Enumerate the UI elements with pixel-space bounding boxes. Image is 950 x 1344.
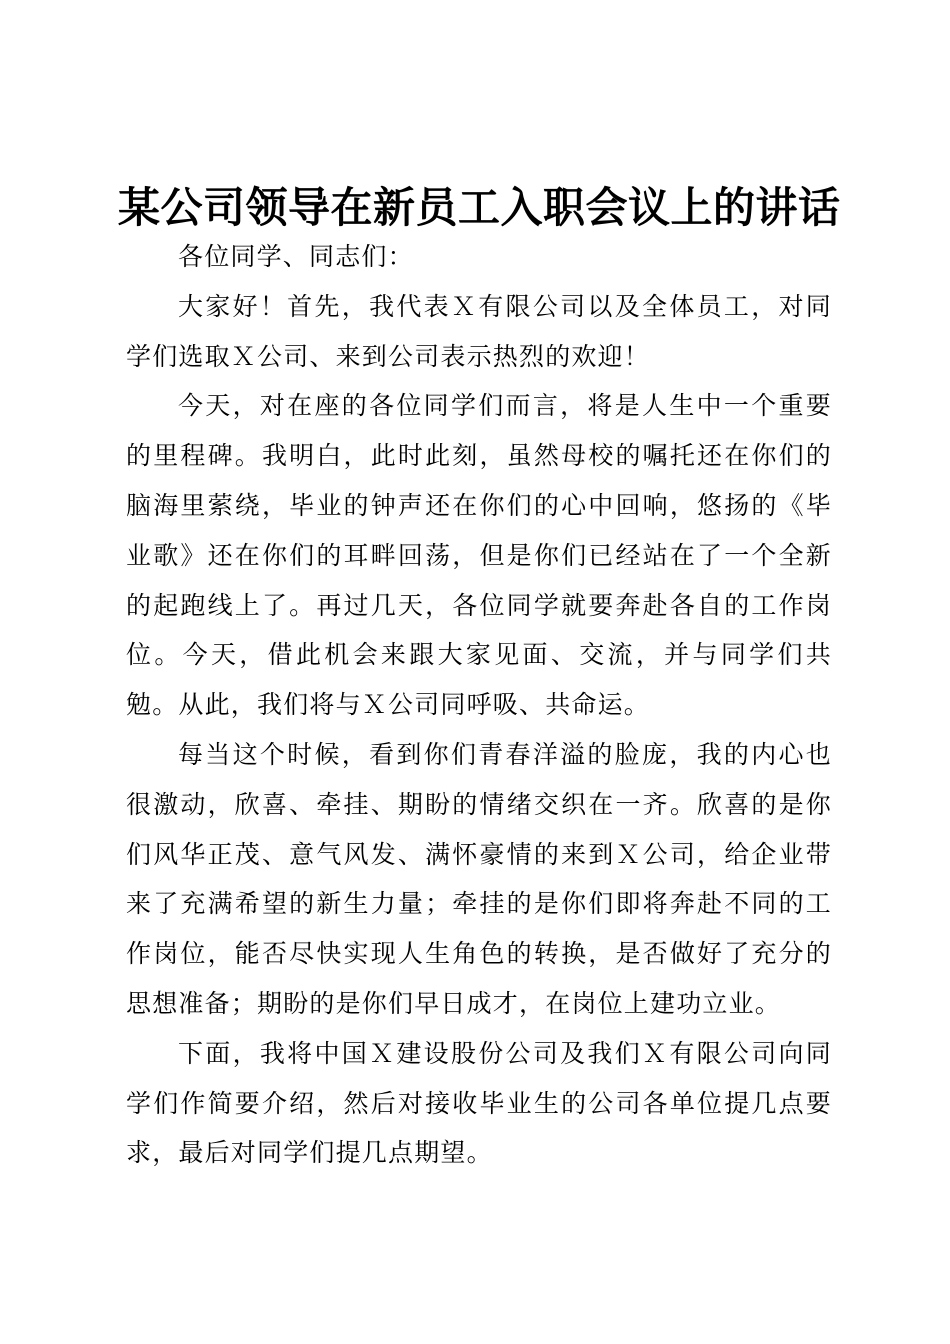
document-title: 某公司领导在新员工入职会议上的讲话 (118, 183, 841, 232)
paragraph: 今天，对在座的各位同学们而言，将是人生中一个重要的里程碑。我明白，此时此刻，虽然母校的嘱托还在你们的脑海里萦绕，毕业的钟声还在你们的心中回响，悠扬的《毕业歌》还在你们的耳畔回荡，但是你们已经站在了一个全新的起跑线上了。再过几天，各位同学就要奔赴各自的工作岗位。今天，借此机会来跟大家见面、交流，并与同学们共勉。从此，我们将与Ｘ公司同呼吸、共命运。 (126, 391, 832, 720)
salutation: 各位同学、同志们： (178, 242, 414, 271)
paragraph: 下面，我将中国Ｘ建设股份公司及我们Ｘ有限公司向同学们作简要介绍，然后对接收毕业生的公司各单位提几点要求，最后对同学们提几点期望。 (126, 1038, 832, 1168)
paragraph: 每当这个时候，看到你们青春洋溢的脸庞，我的内心也很激动，欣喜、牵挂、期盼的情绪交织在一齐。欣喜的是你们风华正茂、意气风发、满怀豪情的来到Ｘ公司，给企业带来了充满希望的新生力量；牵挂的是你们即将奔赴不同的工作岗位，能否尽快实现人生角色的转换，是否做好了充分的思想准备；期盼的是你们早日成才，在岗位上建功立业。 (126, 739, 832, 1018)
paragraph: 大家好！首先，我代表Ｘ有限公司以及全体员工，对同学们选取Ｘ公司、来到公司表示热烈的欢迎！ (126, 291, 832, 371)
document-body (126, 232, 832, 1178)
